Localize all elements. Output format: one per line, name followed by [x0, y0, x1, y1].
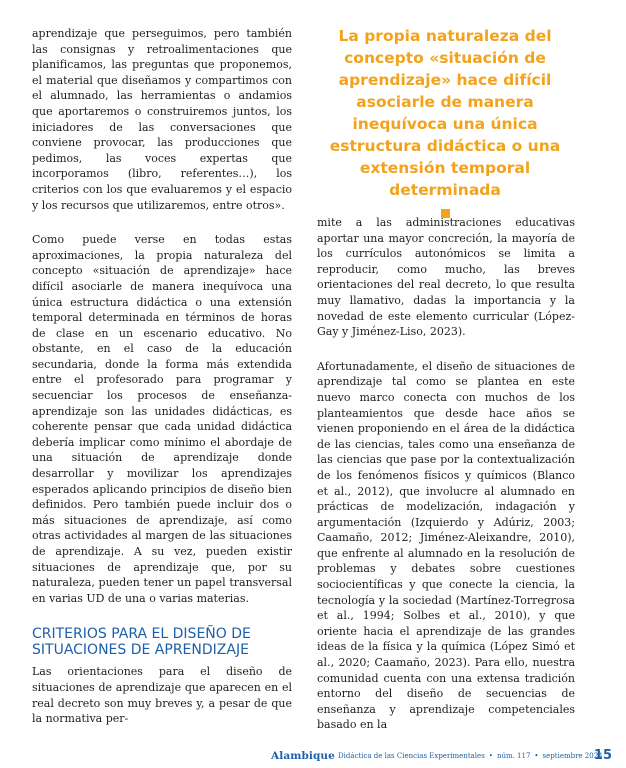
pull-quote-text: La propia naturaleza del concepto «situación de aprendizaje» hace difícil asociarle de manera inequívoca una única estructura didáctica o una extensión temporal determinada	[329, 27, 561, 199]
page-number: 15	[593, 748, 612, 763]
issue-date: septiembre 2024	[542, 752, 603, 760]
footer-separator: •	[534, 752, 539, 760]
pull-quote	[318, 25, 572, 218]
footer-meta	[338, 752, 603, 760]
right-column	[317, 215, 575, 733]
body-paragraph: Afortunadamente, el diseño de situaciones de aprendizaje tal como se plantea en este nuevo marco conecta con muchos de los planteamientos que desde hace años se vienen proponiendo en el área de la didáctica de las ciencias, tales como una enseñanza de las ciencias que pase por la contextualización de los fenómenos físicos y químicos (Blanco et al., 2012), que involucre al alumnado en prácticas de modelización, indagación y argumentación (Izquierdo y Adúriz, 2003; Caamaño, 2012; Jiménez-Aleixandre, 2010), que enfrente al alumnado en la resolución de problemas y debates sobre cuestiones sociocientíficas y que conecte la ciencia, la tecnología y la sociedad (Martínez-Torregrosa et al., 1994; Solbes et al., 2010), y que oriente hacia el aprendizaje de las grandes ideas de la física y la química (López Simó et al., 2020; Caamaño, 2023). Para ello, nuestra comunidad cuenta con una extensa tradición entorno del diseño de secuencias de enseñanza y aprendizaje competenciales basado en la	[317, 359, 575, 732]
footer-separator: •	[488, 752, 493, 760]
journal-brand: Alambique	[271, 750, 335, 762]
body-paragraph: Como puede verse en todas estas aproximaciones, la propia naturaleza del concepto «situación de aprendizaje» hace difícil asociarle de manera inequívoca una única estructura didáctica o una extensión temporal determinada en términos de horas de clase en un escenario educativo. No obstante, en el caso de la educación secundaria, donde la forma más extendida entre el profesorado para programar y secuenciar los procesos de enseñanza-aprendizaje son las unidades didácticas, es coherente pensar que cada unidad didáctica debería implicar como mínimo el abordaje de una situación de aprendizaje donde desarrollar y movilizar los aprendizajes esperados aplicando principios de diseño bien definidos. Pero también puede incluir dos o más situaciones de aprendizaje, así como otras actividades al margen de las situaciones de aprendizaje. A su vez, pueden existir situaciones de aprendizaje que, por su naturaleza, pueden tener un papel transversal en varias UD de una o varias materias.	[32, 233, 292, 605]
journal-subtitle: Didáctica de las Ciencias Experimentales	[338, 752, 485, 760]
body-paragraph: mite a las administraciones educativas aportar una mayor concreción, la mayoría de los currículos autonómicos se limita a reproducir, como mucho, las breves orientaciones del real decreto, lo que resulta muy llamativo, dadas la importancia y la novedad de este elemento curricular (López-Gay y Jiménez-Liso, 2023).	[317, 216, 575, 339]
section-heading: CRITERIOS PARA EL DISEÑO DE SITUACIONES DE APRENDIZAJE	[32, 626, 251, 659]
body-paragraph: aprendizaje que perseguimos, pero también las consignas y retroalimentaciones que planificamos, las preguntas que proponemos, el material que diseñamos y compartimos con el alumnado, las herramientas o andamios que aportaremos o construiremos juntos, los iniciadores de las conversaciones que conviene provocar, las producciones que pedimos, las voces expertas que incorporamos (libro, referentes…), los criterios con los que evaluaremos y el espacio y los recursos que utilizaremos, entre otros».	[32, 27, 292, 212]
body-paragraph: Las orientaciones para el diseño de situaciones de aprendizaje que aparecen en el real decreto son muy breves y, a pesar de que la normativa per-	[32, 665, 292, 726]
left-column	[32, 26, 292, 727]
issue-number: núm. 117	[496, 752, 531, 760]
